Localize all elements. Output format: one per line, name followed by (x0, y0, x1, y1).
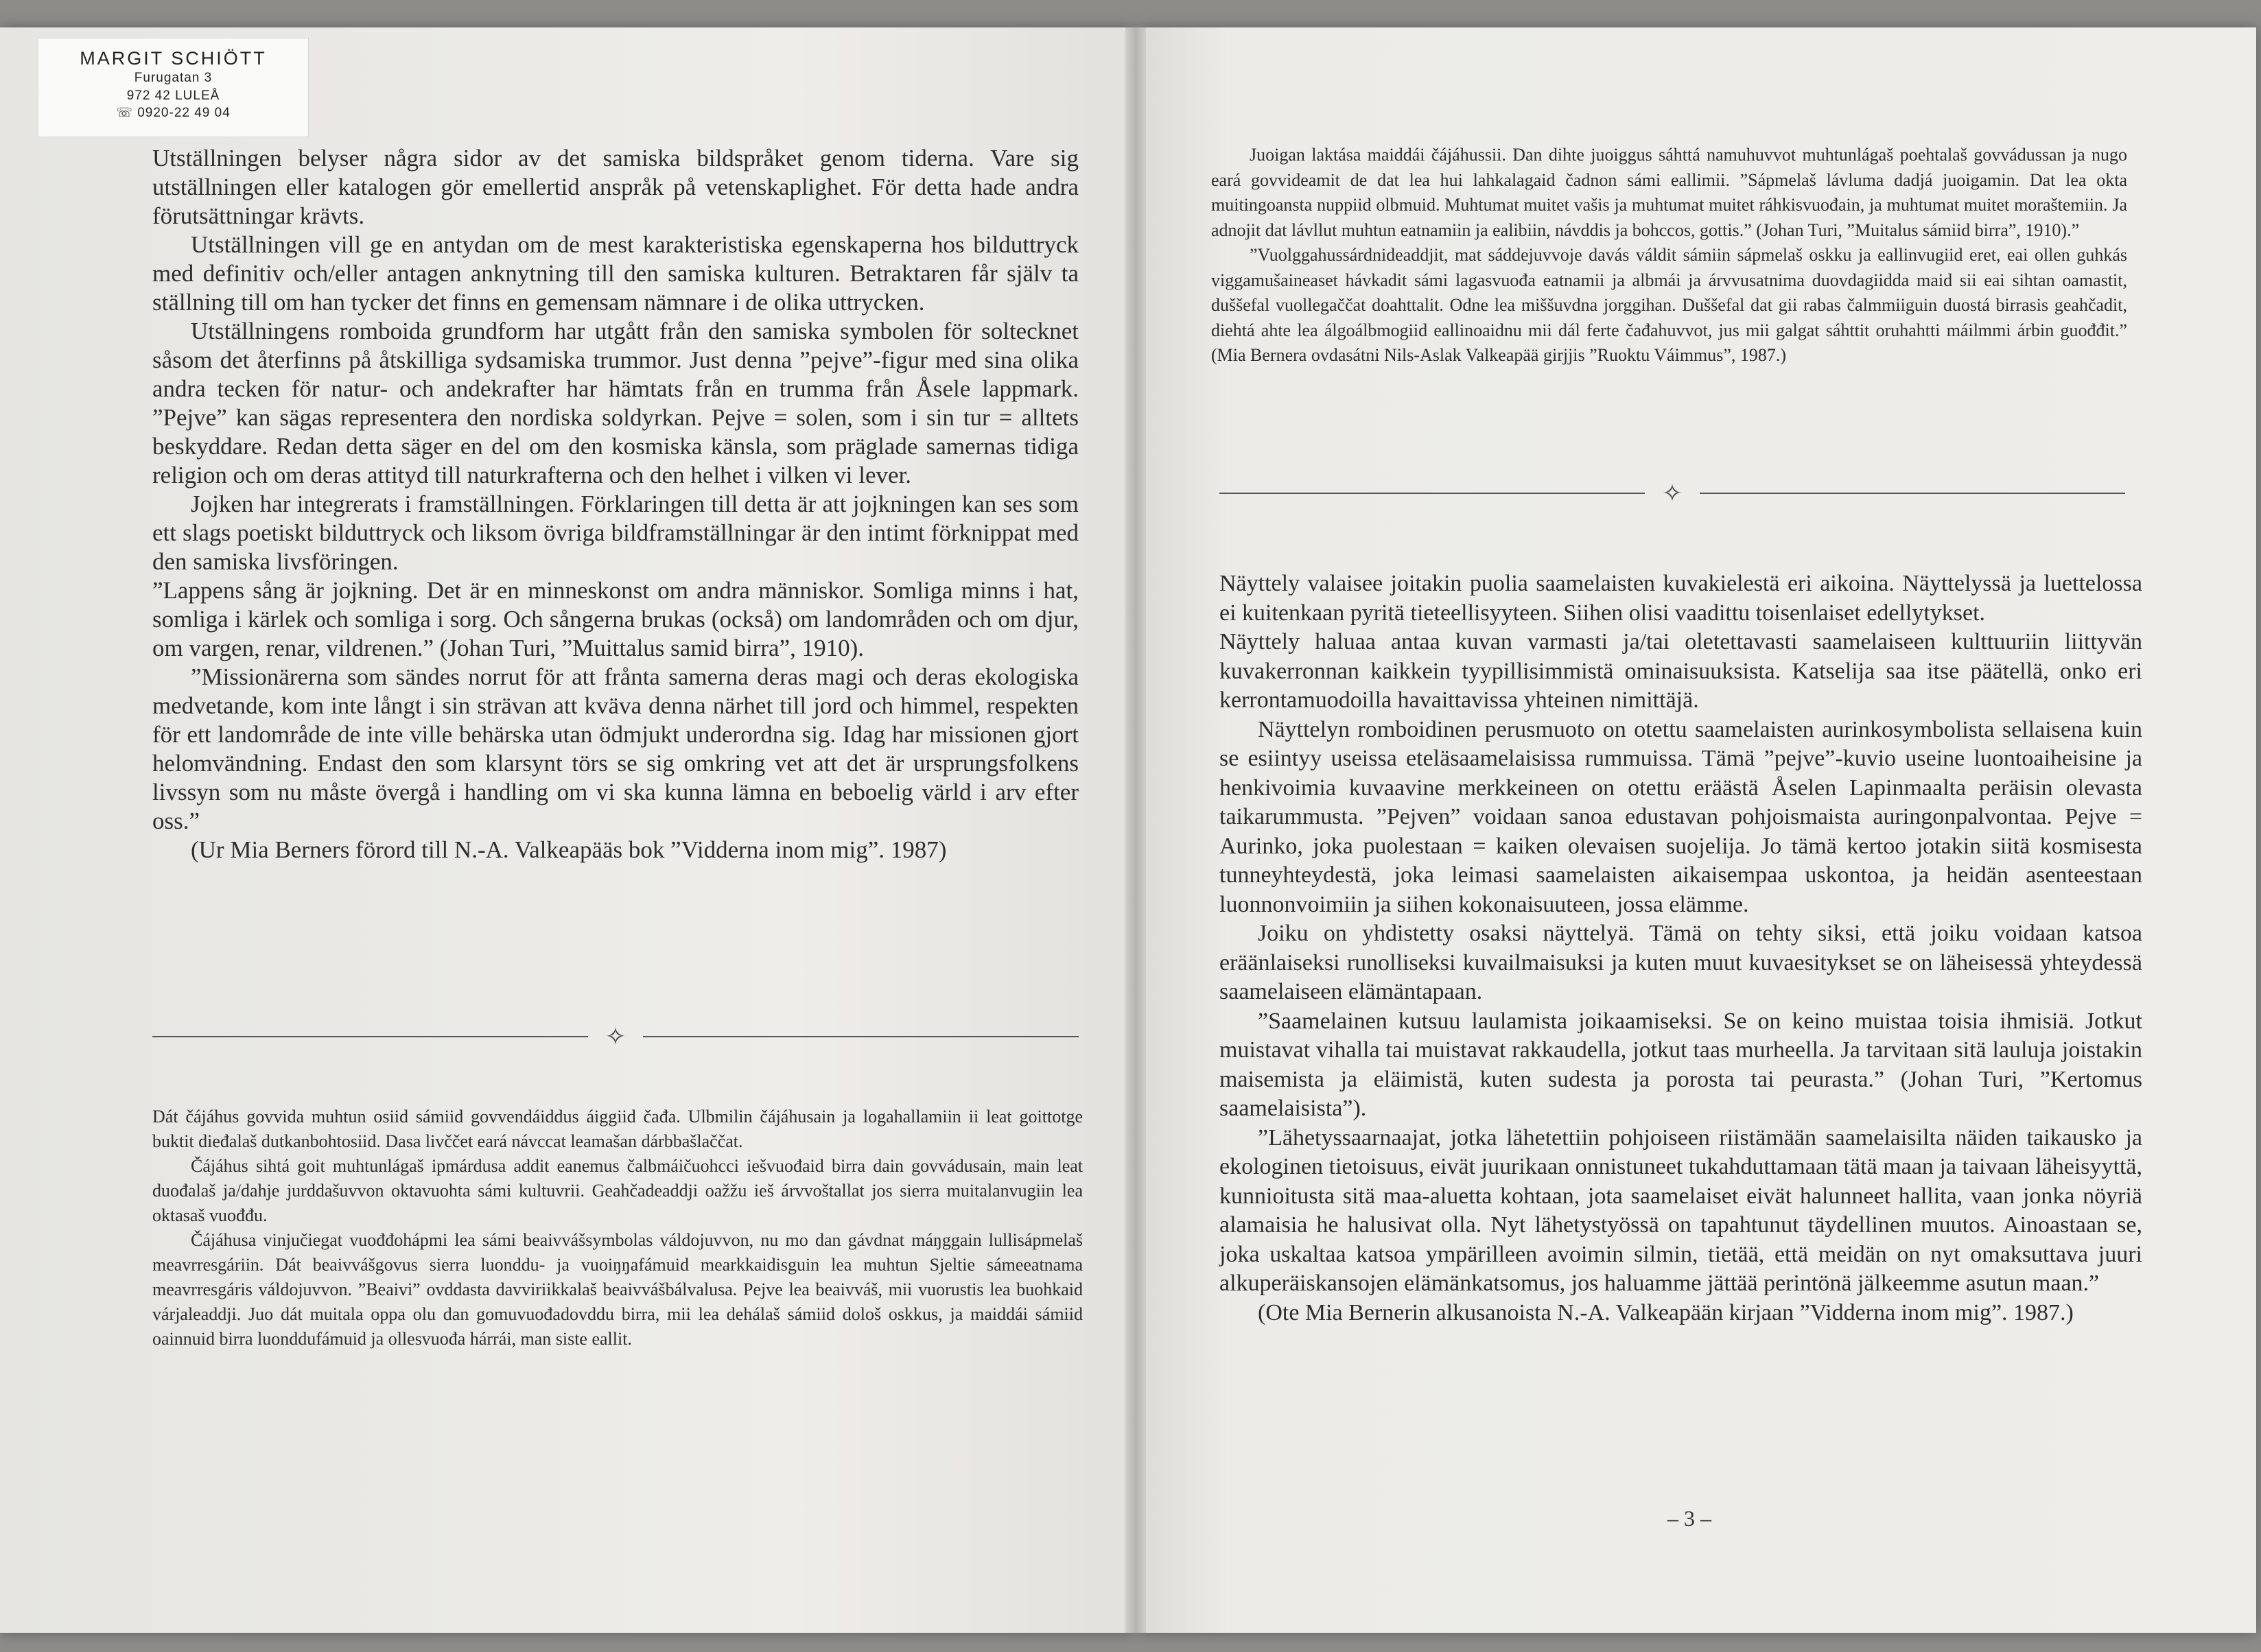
divider-rule-right (643, 1036, 1079, 1037)
swedish-paragraph-3: Utställningens romboida grundform har utgått från den samiska symbolen för soltecknet såsom det återfinns på åtskilliga sydsamiska trummor. Just denna ”pejve”-figur med sina olika andra tecken för natur- och andekrafter har hämtats från en trumma från Åsele lappmark. ”Pejve” kan sägas representera den nordiska soldyrkan. Pejve = solen, som i sin tur = alltets beskyddare. Redan detta säger en del om den kosmiska känsla, som präglade samernas tidiga religion och om deras attityd till naturkrafterna och den helhet i vilken vi lever. (152, 318, 1079, 488)
swedish-paragraph-1: Utställningen belyser några sidor av det samiska bildspråket genom tiderna. Vare sig utställningen eller katalogen gör emellertid anspråk på vetenskaplighet. För detta hade andra förutsättningar krävts. (152, 145, 1079, 229)
finnish-paragraph-7: (Ote Mia Bernerin alkusanoista N.-A. Valkeapään kirjaan ”Vidderna inom mig”. 1987.) (1258, 1299, 2074, 1325)
finnish-paragraph-1: Näyttely valaisee joitakin puolia saamelaisten kuvakielestä eri aikoina. Näyttelyssä ja luettelossa ei kuitenkaan pyritä tieteellisyyteen. Siihen olisi vaadittu toisenlaiset edellytykset. (1219, 571, 2142, 626)
divider-rule-left (1219, 493, 1645, 494)
swedish-paragraph-4: Jojken har integrerats i framställningen. Förklaringen till detta är att jojkningen kan ses som ett slags poetiskt bilduttryck och liksom övriga bildframställningar är den intimt förknippat med den samiska livsföringen. (152, 491, 1079, 575)
book-spine (1125, 27, 1146, 1633)
diamond-ornament-icon: ✧ (605, 1023, 626, 1050)
sami-text-left (152, 1105, 1083, 1352)
divider-rule-right (1700, 493, 2125, 494)
sami-right-paragraph-1: Juoigan laktása maiddái čájáhussii. Dan dihte juoiggus sáhttá namuhuvvot muhtunlágaš poehtalaš govvádussan ja nugo eará govvideamit de dat lea hui lahkalagaid čadnon sámi eallimii. ”Sápmelaš lávluma dadjá juoigamin. Dat lea okta muitingoansta nuppiid olbmuid. Muhtumat muitet vašis ja muhtumat muitet ráhkisvuođain, ja muhtumat muitet moraštemiin. Ja adnojit dat lávllut muhtun eatnamiin ja ealibiin, návddis ja bohccos, gottis.” (Johan Turi, ”Muitalus sámiid birra”, 1910).” (1211, 145, 2127, 240)
left-divider (152, 1022, 1079, 1051)
finnish-paragraph-4: Joiku on yhdistetty osaksi näyttelyä. Tämä on tehty siksi, että joiku voidaan katsoa eräänlaiseksi runolliseksi kuvailmaisuksi ja kuten muut kuvaesitykset se on läheisessä yhteydessä saamelaiseen elämäntapaan. (1219, 921, 2142, 1004)
sami-left-paragraph-3: Čájáhusa vinjučiegat vuođđohápmi lea sámi beaivvášsymbolas váldojuvvon, nu mo dan gávdnat máŋggain lullisápmelaš meavrresgáriin. Dát beaivvášgovus sierra luonddu- ja vuoiŋŋafámuid mearkkaidisguin lea muhtun Sjeltie sámeeatnama meavrresgáris váldojuvvon. ”Beaivi” ovddasta davviriikkalaš beaivvášbálvalusa. Pejve lea beaivváš, mii vuorustis lea buohkaid várjaleaddji. Juo dát muitala oppa olu dan gomuvuođadovddu birra, mii lea dehálaš sámiid dološ oskkus, ja maiddái sámiid oainnuid birra luonddufámuid ja ollesvuođa hárrái, man siste eallit. (152, 1230, 1083, 1349)
finnish-text (1219, 569, 2142, 1328)
divider-rule-left (152, 1036, 588, 1037)
finnish-paragraph-5: ”Saamelainen kutsuu laulamista joikaamiseksi. Se on keino muistaa toisia ihmisiä. Jotkut muistavat vihalla tai muistavat rakkaudella, jotkut taas murheella. Ja tarvitaan sitä lauluja joistakin maisemista ja eläimistä, kuten sudesta ja porosta tai peurasta.” (Johan Turi, ”Kertomus saamelaisista”). (1219, 1008, 2142, 1121)
sami-right-paragraph-2: ”Vuolggahussárdnideaddjit, mat sáddejuvvoje davás váldit sámiin sápmelaš oskku ja eallinvugiid eret, eai ollen guhkás viggamušaineaset hávkadit sámi lagasvuođa eatnamii ja albmái ja árvvusatnima duovdagiidda maid sii eai sihtan oamastit, duššefal vuollegaččat doahttalit. Odne lea miššuvdna jorggihan. Duššefal dat gii rabas čalmmiiguin duostá birrasis geahčadit, diehtá ahte lea álgoálbmogiid eallinoaidnu mii dál ferte čađahuvvot, jus mii galgat sáhttit oruhahtti máilmmi árbin guođđit.” (Mia Bernera ovdasátni Nils-Aslak Valkeapää girjjis ”Ruoktu Váimmus”, 1987.) (1211, 245, 2127, 365)
sticker-name: MARGIT SCHIÖTT (80, 48, 267, 69)
swedish-paragraph-5: ”Lappens sång är jojkning. Det är en minneskonst om andra människor. Somliga minns i hat, somliga i kärlek och somliga i sorg. Och sångerna brukas (också) om landområden och om djur, om vargen, renar, vildrenen.” (Johan Turi, ”Muittalus samid birra”, 1910). (152, 577, 1079, 661)
finnish-paragraph-6: ”Lähetyssaarnaajat, jotka lähetettiin pohjoiseen riistämään saamelaisilta näiden taikausko ja ekologinen tietoisuus, eivät juurikaan onnistuneet tukahduttamaan tätä maan ja taivaan läheisyyttä, kunnioitusta sitä maa-aluetta kohtaan, jota saamelaiset eivät halunneet hallita, vaan jonka nöyriä alamaisia he halusivat olla. Nyt lähetystyössä on tapahtunut täydellinen muutos. Ainoastaan se, joka uskaltaa katsoa ympärilleen avoimin silmin, tietää, että meidän on nyt omaksuttava juuri alkuperäiskansojen elämänkatsomus, jos haluamme jättää perintönä jälkeemme asutun maan.” (1219, 1124, 2142, 1296)
finnish-paragraph-3: Näyttelyn romboidinen perusmuoto on otettu saamelaisten aurinkosymbolista sellaisena kuin se esiintyy useissa eteläsaamelaisissa rummuissa. Tämä ”pejve”-kuvio useine luontoaiheisine ja henkivoimia kuvaavine merkkeineen on otettu eräästä Åselen Lapinmaalta peräisin olevasta taikarummusta. ”Pejven” voidaan sanoa edustavan pohjoismaista auringonpalvontaa. Pejve = Aurinko, joka puolestaan = kaiken olevaisen suojelija. Jo tämä kertoo jotakin siitä kosmisesta tunneyhteydestä, joka leimasi saamelaisten aikaisempaa uskontoa, ja heidän asenteestaan luonnonvoimiin ja siihen kokonaisuuteen, jossa elämme. (1219, 716, 2142, 917)
diamond-ornament-icon: ✧ (1661, 480, 1683, 507)
sami-left-paragraph-1: Dát čájáhus govvida muhtun osiid sámiid govvendáiddus áiggiid čađa. Ulbmilin čájáhusain ja logahallamiin ii leat goittotge buktit dieđalaš dutkanbohtosiid. Dasa livččet eará návccat leamašan dárbbašlaččat. (152, 1107, 1083, 1151)
sticker-street: Furugatan 3 (134, 71, 213, 85)
sticker-phone: 0920-22 49 04 (137, 106, 231, 120)
sami-text-right (1211, 143, 2127, 368)
telephone-icon: ☏ (116, 106, 133, 120)
sticker-phone-row (38, 105, 308, 121)
finnish-paragraph-2: Näyttely haluaa antaa kuvan varmasti ja/tai oletettavasti saamelaiseen kulttuuriin liittyvän kuvakerronnan kaikkein tyypillisimmistä ominaisuuksista. Katselija saa itse päätellä, onko eri kerrontamuodoilla havaittavissa yhteinen nimittäjä. (1219, 629, 2142, 713)
swedish-paragraph-2: Utställningen vill ge en antydan om de mest karakteristiska egenskaperna hos bilduttryck med definitiv och/eller antagen anknytning till den samiska kulturen. Betraktaren får själv ta ställning till om han tycker det finns en gemensam nämnare i de olika uttrycken. (152, 231, 1079, 316)
sticker-city: 972 42 LULEÅ (126, 88, 220, 103)
sami-left-paragraph-2: Čájáhus sihtá goit muhtunlágaš ipmárdusa addit eanemus čalbmáičuohcci iešvuođaid birra dain govvádusain, main leat duođalaš ja/dahje jurddašuvvon oktavuohta sámi kultuvrii. Geahčadeaddji oažžu ieš árvvoštallat jos sierra muitalanvugiin lea oktasaš vuođđu. (152, 1156, 1083, 1225)
page-number: – 3 – (1667, 1506, 1711, 1531)
swedish-paragraph-6: ”Missionärerna som sändes norrut för att frånta samerna deras magi och deras ekologiska medvetande, kom inte långt i sin strävan att kväva denna närhet till jord och himmel, respekten för ett landområde de inte ville behärska utan ödmjukt underordna sig. Idag har missionen gjort helomvändning. Endast den som klarsynt törs se sig omkring vet att det är ursprungsfolkens livssyn som nu måste övergå i handling om vi ska kunna lämna en beboelig värld i arv efter oss.” (152, 663, 1079, 834)
swedish-text (152, 144, 1079, 864)
address-sticker (38, 38, 309, 137)
swedish-paragraph-7: (Ur Mia Berners förord till N.-A. Valkeapääs bok ”Vidderna inom mig”. 1987) (191, 836, 947, 863)
right-divider (1219, 479, 2125, 508)
